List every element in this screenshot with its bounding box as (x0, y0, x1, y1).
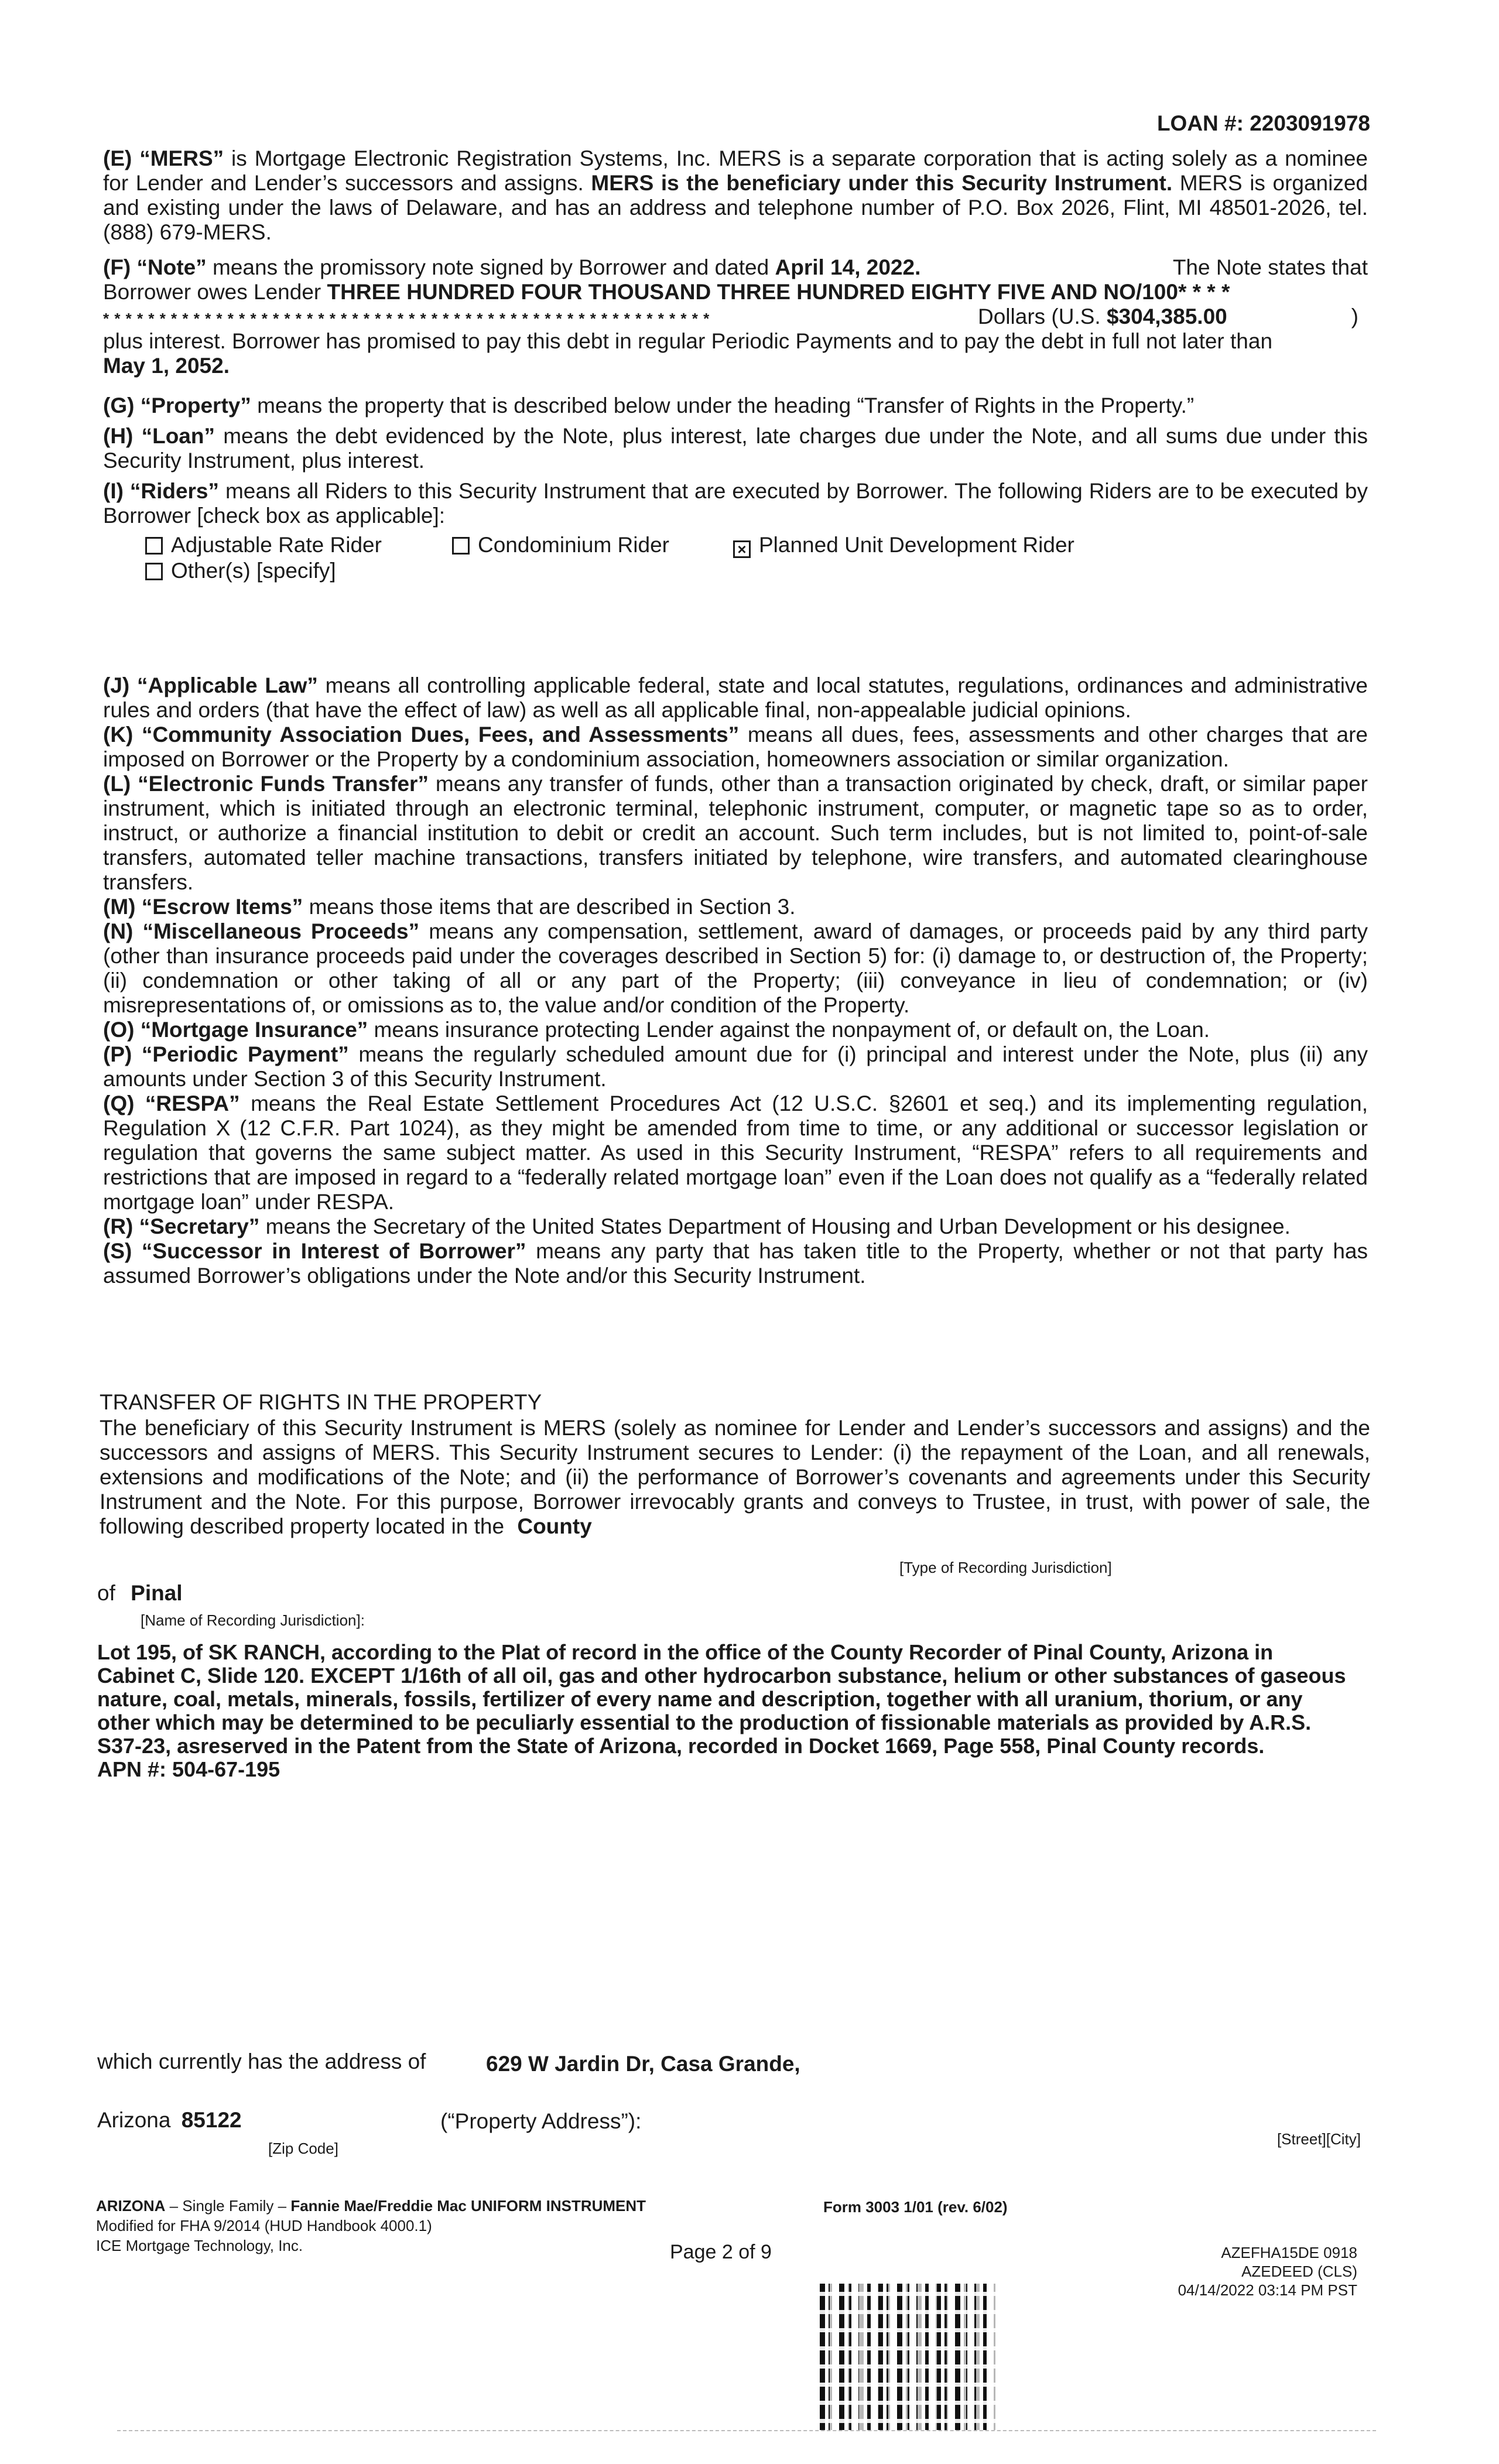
definition-label: (K) “Community Association Dues, Fees, and Assessments” (103, 723, 740, 747)
definition-label: (N) “Miscellaneous Proceeds” (103, 919, 420, 943)
definition-label: (Q) “RESPA” (103, 1091, 240, 1115)
street-city: 629 W Jardin Dr, Casa Grande, (486, 2052, 800, 2076)
definition-label: (I) “Riders” (103, 479, 220, 503)
footer-form-line (96, 2197, 646, 2215)
footer-fha-line: Modified for FHA 9/2014 (HUD Handbook 4000.1) (96, 2217, 432, 2234)
footer-vendor: ICE Mortgage Technology, Inc. (96, 2237, 303, 2254)
jurisdiction-name: Pinal (131, 1581, 183, 1605)
definition-text: means the promissory note signed by Borrower and dated (206, 255, 775, 279)
definitions-j-to-s (103, 673, 1368, 1288)
definition-label: (H) “Loan” (103, 424, 215, 448)
footer-instrument: Fannie Mae/Freddie Mac UNIFORM INSTRUMENT (290, 2197, 646, 2215)
definition-text: plus interest. Borrower has promised to pay this debt in regular Periodic Payments and to pay the debt in full not later than (103, 329, 1273, 353)
definition-mortgage-insurance (103, 1018, 1368, 1042)
jurisdiction-type: County (517, 1514, 592, 1538)
definition-text: Borrower owes Lender (103, 280, 327, 304)
definition-text: is Mortgage Electronic Registration Systems, Inc. MERS is a separate corporation that is acting solely as a nominee for Lender and Lender’s successors and assigns. (103, 146, 1368, 195)
definition-label: (G) “Property” (103, 393, 251, 417)
barcode (820, 2284, 995, 2430)
definition-emphasis: MERS is the beneficiary under this Security Instrument. (591, 171, 1173, 195)
rider-label: Planned Unit Development Rider (759, 533, 1074, 557)
definition-text: means any transfer of funds, other than a transaction originated by check, draft, or similar paper instrument, which is initiated through an electronic terminal, telephonic instrument, computer, or magnetic tape so as to order, instruct, or authorize a financial institution to debit or credit an account. Such term includes, but is not limited to, point-of-sale transfers, automated teller machine transactions, transfers initiated by telephone, wire transfers, and automated clearinghouse transfers. (103, 772, 1368, 894)
of-label: of (97, 1581, 115, 1605)
legal-description-text: Lot 195, of SK RANCH, according to the Plat of record in the office of the County Recorder of Pinal County, Arizona in Cabinet C, Slide 120. EXCEPT 1/16th of all oil, gas and other hydrocarbon substance, helium or other substances of gaseous nature, coal, metals, minerals, fossils, fertilizer of every name and description, together with all uranium, thorium, or any other which may be determined to be peculiarly essential to the production of fissionable materials as provided by A.R.S. S37-23, asreserved in the Patent from the State of Arizona, recorded in Docket 1669, Page 558, Pinal County records. (97, 1640, 1346, 1758)
transfer-text: The beneficiary of this Security Instrument is MERS (solely as nominee for Lender and Lender’s successors and assigns) and the successors and assigns of MERS. This Security Instrument secures to Lender: (i) the repayment of the Loan, and all renewals, extensions and modifications of the Note; and (ii) the performance of Borrower’s covenants and agreements under this Security Instrument and the Note. For this purpose, Borrower irrevocably grants and conveys to Trustee, in trust, with power of sale, the following described property located in the (100, 1416, 1370, 1538)
rider-option-condominium (452, 533, 669, 557)
footer-doc-code: AZEFHA15DE 0918 (1221, 2244, 1357, 2261)
definition-successor (103, 1239, 1368, 1288)
footer-text: – Single Family – (165, 2197, 291, 2215)
zip-code: 85122 (181, 2108, 242, 2132)
scan-edge-line (117, 2430, 1376, 2431)
jurisdiction-line (97, 1581, 183, 1606)
address-intro: which currently has the address of (97, 2049, 426, 2073)
state: Arizona (97, 2108, 171, 2132)
checkbox[interactable] (145, 537, 163, 555)
definition-text: MERS is organized and existing under the laws of Delaware, and has an address and telephone number of P.O. Box 2026, Flint, MI 48501-2026, tel. (888) 679-MERS. (103, 171, 1368, 244)
page-number: Page 2 of 9 (670, 2241, 772, 2263)
note-maturity-date: May 1, 2052. (103, 354, 230, 378)
definition-electronic-funds (103, 772, 1368, 895)
definition-label: (E) “MERS” (103, 146, 224, 170)
jurisdiction-type-caption: [Type of Recording Jurisdiction] (899, 1559, 1112, 1576)
definition-text: means any compensation, settlement, award of damages, or proceeds paid by any third party (other than insurance proceeds paid under the coverages described in Section 5) for: (i) damage to, or destruction of, the Property; (ii) condemnation or other taking of all or any part of the Property; (iii) conveyance in lieu of condemnation; or (iv) misrepresentations of, or omissions as to, the value and/or condition of the Property. (103, 919, 1368, 1017)
definition-text: means insurance protecting Lender against the nonpayment of, or default on, the Loan. (368, 1018, 1210, 1042)
definition-respa (103, 1091, 1368, 1214)
state-zip (97, 2108, 242, 2133)
definition-escrow-items (103, 895, 1368, 919)
rider-option-pud (733, 533, 1074, 558)
note-amount: $304,385.00 (1106, 304, 1227, 328)
definition-text: means all Riders to this Security Instrument that are executed by Borrower. The following Riders are to be executed by Borrower [check box as applicable]: (103, 479, 1368, 528)
definition-label: (P) “Periodic Payment” (103, 1042, 349, 1066)
definition-text: means the Secretary of the United States Department of Housing and Urban Development or his designee. (259, 1214, 1291, 1238)
jurisdiction-name-caption: [Name of Recording Jurisdiction]: (141, 1611, 365, 1629)
definition-text: means the regularly scheduled amount due for (i) principal and interest under the Note, plus (ii) any amounts under Section 3 of this Security Instrument. (103, 1042, 1368, 1091)
definition-text: means the debt evidenced by the Note, plus interest, late charges due under the Note, and all sums due under this Security Instrument, plus interest. (103, 424, 1368, 473)
footer-deed-code: AZEDEED (CLS) (1241, 2263, 1357, 2280)
definition-misc-proceeds (103, 919, 1368, 1018)
checkbox[interactable] (452, 537, 470, 555)
definition-label: (L) “Electronic Funds Transfer” (103, 772, 429, 796)
section-heading: TRANSFER OF RIGHTS IN THE PROPERTY (100, 1390, 542, 1414)
definition-property (103, 393, 1368, 418)
note-amount-stars: * * * * * * * * * * * * * * * * * * * * * * * * * * * * * * * * * * * * * * * * * * * * * * * * * * * * * * (103, 310, 710, 327)
checkbox-checked[interactable]: × (733, 540, 751, 558)
footer-state: ARIZONA (96, 2197, 166, 2215)
rider-label: Adjustable Rate Rider (171, 533, 382, 557)
note-date: April 14, 2022. (775, 255, 921, 279)
definition-secretary (103, 1214, 1368, 1239)
definition-label: (S) “Successor in Interest of Borrower” (103, 1239, 526, 1263)
definition-text: means any party that has taken title to the Property, whether or not that party has assumed Borrower’s obligations under the Note and/or this Security Instrument. (103, 1239, 1368, 1288)
definition-label: (F) “Note” (103, 255, 207, 279)
definition-mers (103, 146, 1368, 245)
loan-number: LOAN #: 2203091978 (1156, 111, 1370, 135)
definition-text: means all controlling applicable federal, state and local statutes, regulations, ordinances and administrative rules and orders (that have the effect of law) as well as all applicable final, non-appealable judicial opinions. (103, 673, 1368, 722)
definition-community-association (103, 723, 1368, 772)
note-amount-words: THREE HUNDRED FOUR THOUSAND THREE HUNDRED EIGHTY FIVE AND NO/100* * * * (327, 280, 1230, 304)
definition-label: (R) “Secretary” (103, 1214, 260, 1238)
rider-label: Condominium Rider (478, 533, 669, 557)
definition-periodic-payment (103, 1042, 1368, 1091)
rider-label: Other(s) [specify] (171, 559, 336, 583)
definition-text: The Note states that (1172, 255, 1368, 279)
definition-loan (103, 424, 1368, 473)
definition-applicable-law (103, 673, 1368, 723)
definition-text: means all dues, fees, assessments and other charges that are imposed on Borrower or the Property by a condominium association, homeowners association or similar organization. (103, 723, 1368, 771)
definition-riders (103, 479, 1368, 528)
definition-label: (M) “Escrow Items” (103, 895, 303, 919)
checkbox[interactable] (145, 563, 163, 580)
footer-form-number: Form 3003 1/01 (rev. 6/02) (823, 2198, 1008, 2216)
property-address-label: (“Property Address”): (440, 2109, 642, 2133)
definition-text: means those items that are described in Section 3. (303, 895, 796, 919)
definition-label: (O) “Mortgage Insurance” (103, 1018, 368, 1042)
definition-text: means the Real Estate Settlement Procedures Act (12 U.S.C. §2601 et seq.) and its implementing regulation, Regulation X (12 C.F.R. Part 1024), as they might be amended from time to time, or any additional or successor legislation or regulation that governs the same subject matter. As used in this Security Instrument, “RESPA” refers to all requirements and restrictions that are imposed in regard to a “federally related mortgage loan” even if the Loan does not qualify as a “federally related mortgage loan” under RESPA. (103, 1091, 1368, 1214)
apn-number: APN #: 504-67-195 (97, 1757, 280, 1781)
rider-option-adjustable-rate (145, 533, 382, 557)
street-city-caption: [Street][City] (1276, 2130, 1361, 2148)
definition-text: Dollars (U.S. (978, 304, 1107, 328)
definition-note (103, 255, 1368, 378)
rider-option-other (145, 559, 336, 583)
definition-label: (J) “Applicable Law” (103, 673, 318, 697)
definition-text: ) (1351, 304, 1358, 328)
transfer-paragraph (100, 1416, 1370, 1539)
footer-timestamp: 04/14/2022 03:14 PM PST (1178, 2281, 1357, 2299)
definition-text: means the property that is described below under the heading “Transfer of Rights in the Property.” (251, 393, 1195, 417)
zip-caption: [Zip Code] (268, 2140, 338, 2157)
legal-description (97, 1641, 1350, 1781)
